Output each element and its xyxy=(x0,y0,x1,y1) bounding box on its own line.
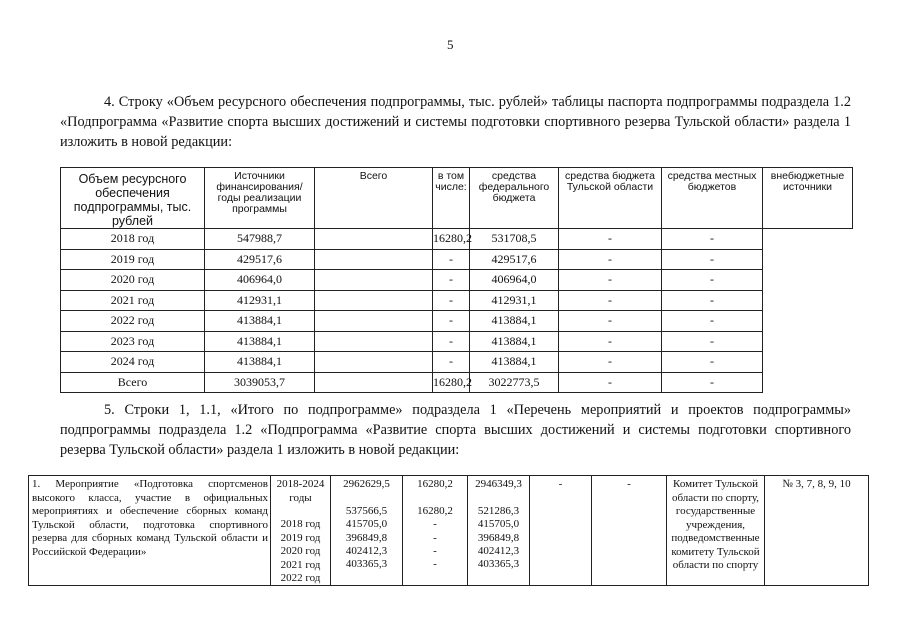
activity-row-regional: 402412,3 xyxy=(477,545,520,558)
activity-row-total: 396849,8 xyxy=(345,531,388,544)
row-total: 413884,1 xyxy=(205,352,315,373)
activity-row-total: 403365,3 xyxy=(345,558,388,571)
row-year: 2024 год xyxy=(61,352,205,373)
row-including xyxy=(315,372,433,393)
table-row xyxy=(61,249,853,270)
row-federal: - xyxy=(433,270,470,291)
activity-row-federal: - xyxy=(433,518,437,531)
paragraph-4-text: 4. Строку «Объем ресурсного обеспечения подпрограммы, тыс. рублей» таблицы паспорта подпрограммы подраздела 1.2 «Подпрограмма «Развитие спорта высших достижений и системы подготовки спортивного резерва Тульской области» раздела 1 изложить в новой редакции: xyxy=(60,94,851,150)
activity-row-year: 2021 год xyxy=(280,558,321,571)
header-sources: Источники финансирования/ годы реализации программы xyxy=(205,168,315,229)
activity-row-regional: 415705,0 xyxy=(477,518,520,531)
row-offbudget: - xyxy=(662,331,763,352)
row-regional: 413884,1 xyxy=(470,331,559,352)
row-including xyxy=(315,352,433,373)
row-offbudget: - xyxy=(662,290,763,311)
row-year: Всего xyxy=(61,372,205,393)
row-local: - xyxy=(559,311,662,332)
row-total: 3039053,7 xyxy=(205,372,315,393)
activity-row-regional: 396849,8 xyxy=(477,531,520,544)
row-total: 413884,1 xyxy=(205,311,315,332)
header-federal: средства федерального бюджета xyxy=(470,168,559,229)
activity-federal xyxy=(403,476,468,586)
row-regional: 429517,6 xyxy=(470,249,559,270)
header-offbudget: внебюджетные источники xyxy=(763,168,853,229)
header-regional: средства бюджета Тульской области xyxy=(559,168,662,229)
activity-row-regional: 403365,3 xyxy=(477,558,520,571)
activity-row-year: 2018 год xyxy=(280,518,321,531)
activity-total-list xyxy=(333,492,400,572)
row-regional: 406964,0 xyxy=(470,270,559,291)
spacer xyxy=(333,492,400,505)
row-including xyxy=(315,331,433,352)
row-offbudget: - xyxy=(662,249,763,270)
activity-row-year: 2019 год xyxy=(280,531,321,544)
row-local: - xyxy=(559,270,662,291)
row-offbudget: - xyxy=(662,352,763,373)
row-federal: - xyxy=(433,290,470,311)
row-total: 406964,0 xyxy=(205,270,315,291)
row-local: - xyxy=(559,229,662,250)
paragraph-4 xyxy=(60,92,851,152)
activity-executor: Комитет Тульской области по спорту, государственные учреждения, подведомственные комитету Тульской области по спорту xyxy=(667,476,765,586)
paragraph-5 xyxy=(60,400,851,460)
activity-row-total: 415705,0 xyxy=(345,518,388,531)
table-row xyxy=(61,229,853,250)
activity-regional xyxy=(468,476,530,586)
spacer xyxy=(273,505,328,518)
activity-regional-list xyxy=(470,492,527,572)
activity-years xyxy=(271,476,331,586)
row-local: - xyxy=(559,372,662,393)
row-federal: 16280,2 xyxy=(433,372,470,393)
activity-local: - xyxy=(530,476,592,586)
row-year: 2021 год xyxy=(61,290,205,311)
row-local: - xyxy=(559,290,662,311)
row-year: 2020 год xyxy=(61,270,205,291)
activity-federal-list xyxy=(405,492,465,572)
row-offbudget: - xyxy=(662,229,763,250)
row-total: 429517,6 xyxy=(205,249,315,270)
activity-row-regional: 521286,3 xyxy=(477,504,520,517)
header-local: средства местных бюджетов xyxy=(662,168,763,229)
row-local: - xyxy=(559,352,662,373)
table-row xyxy=(61,352,853,373)
resource-label-cell: Объем ресурсного обеспечения подпрограммы, тыс. рублей xyxy=(61,168,205,229)
row-offbudget: - xyxy=(662,311,763,332)
activity-row-total: 537566,5 xyxy=(345,504,388,517)
activity-totals xyxy=(331,476,403,586)
row-total: 547988,7 xyxy=(205,229,315,250)
row-year: 2023 год xyxy=(61,331,205,352)
activity-offbudget: - xyxy=(592,476,667,586)
row-total: 412931,1 xyxy=(205,290,315,311)
header-total: Всего xyxy=(315,168,433,229)
spacer xyxy=(470,492,527,505)
row-year: 2019 год xyxy=(61,249,205,270)
row-local: - xyxy=(559,331,662,352)
paragraph-5-text: 5. Строки 1, 1.1, «Итого по подпрограмме» подраздела 1 «Перечень мероприятий и проектов подпрограммы» подпрограммы подраздела 1.2 «Подпрограмма «Развитие спорта высших достижений и системы подготовки спортивного резерва Тульской области» раздела 1 изложить в новой редакции: xyxy=(60,402,851,458)
activity-row-year: 2020 год xyxy=(280,545,321,558)
activity-row-total: 402412,3 xyxy=(345,545,388,558)
activity-period-regional: 2946349,3 xyxy=(475,478,522,490)
row-federal: 16280,2 xyxy=(433,229,470,250)
row-offbudget: - xyxy=(662,372,763,393)
row-federal: - xyxy=(433,331,470,352)
table-row xyxy=(61,311,853,332)
row-offbudget: - xyxy=(662,270,763,291)
activity-row-year: 2022 год xyxy=(280,571,321,584)
activity-year-list xyxy=(273,505,328,585)
table-row xyxy=(61,331,853,352)
row-federal: - xyxy=(433,311,470,332)
row-year: 2018 год xyxy=(61,229,205,250)
row-total: 413884,1 xyxy=(205,331,315,352)
row-local: - xyxy=(559,249,662,270)
activity-indicators: № 3, 7, 8, 9, 10 xyxy=(765,476,869,586)
table-row xyxy=(61,290,853,311)
activity-title: 1. Мероприятие «Подготовка спортсменов высокого класса, участие в официальных мероприятиях и обеспечение сборных команд Тульской области, подготовка спортивного резерва для сборных команд Тульской области и Российской Федерации» xyxy=(29,476,271,586)
activity-period: 2018-2024 годы xyxy=(276,478,325,504)
activity-row-federal: - xyxy=(433,545,437,558)
activity-period-federal: 16280,2 xyxy=(417,478,453,490)
page-number: 5 xyxy=(447,37,454,52)
activity-row-federal: - xyxy=(433,531,437,544)
row-federal: - xyxy=(433,249,470,270)
spacer xyxy=(405,492,465,505)
activity-row-federal: 16280,2 xyxy=(417,504,453,517)
activity-period-total: 2962629,5 xyxy=(343,478,390,490)
row-federal: - xyxy=(433,352,470,373)
row-including xyxy=(315,270,433,291)
table-row xyxy=(61,372,853,393)
resource-table xyxy=(60,167,853,393)
row-regional: 413884,1 xyxy=(470,311,559,332)
row-including xyxy=(315,311,433,332)
row-including xyxy=(315,290,433,311)
activity-row-federal: - xyxy=(433,558,437,571)
row-year: 2022 год xyxy=(61,311,205,332)
row-including xyxy=(315,229,433,250)
row-regional: 531708,5 xyxy=(470,229,559,250)
row-regional: 412931,1 xyxy=(470,290,559,311)
row-regional: 3022773,5 xyxy=(470,372,559,393)
row-including xyxy=(315,249,433,270)
row-regional: 413884,1 xyxy=(470,352,559,373)
activities-table xyxy=(28,475,869,586)
table-row xyxy=(61,270,853,291)
header-including: в том числе: xyxy=(433,168,470,229)
